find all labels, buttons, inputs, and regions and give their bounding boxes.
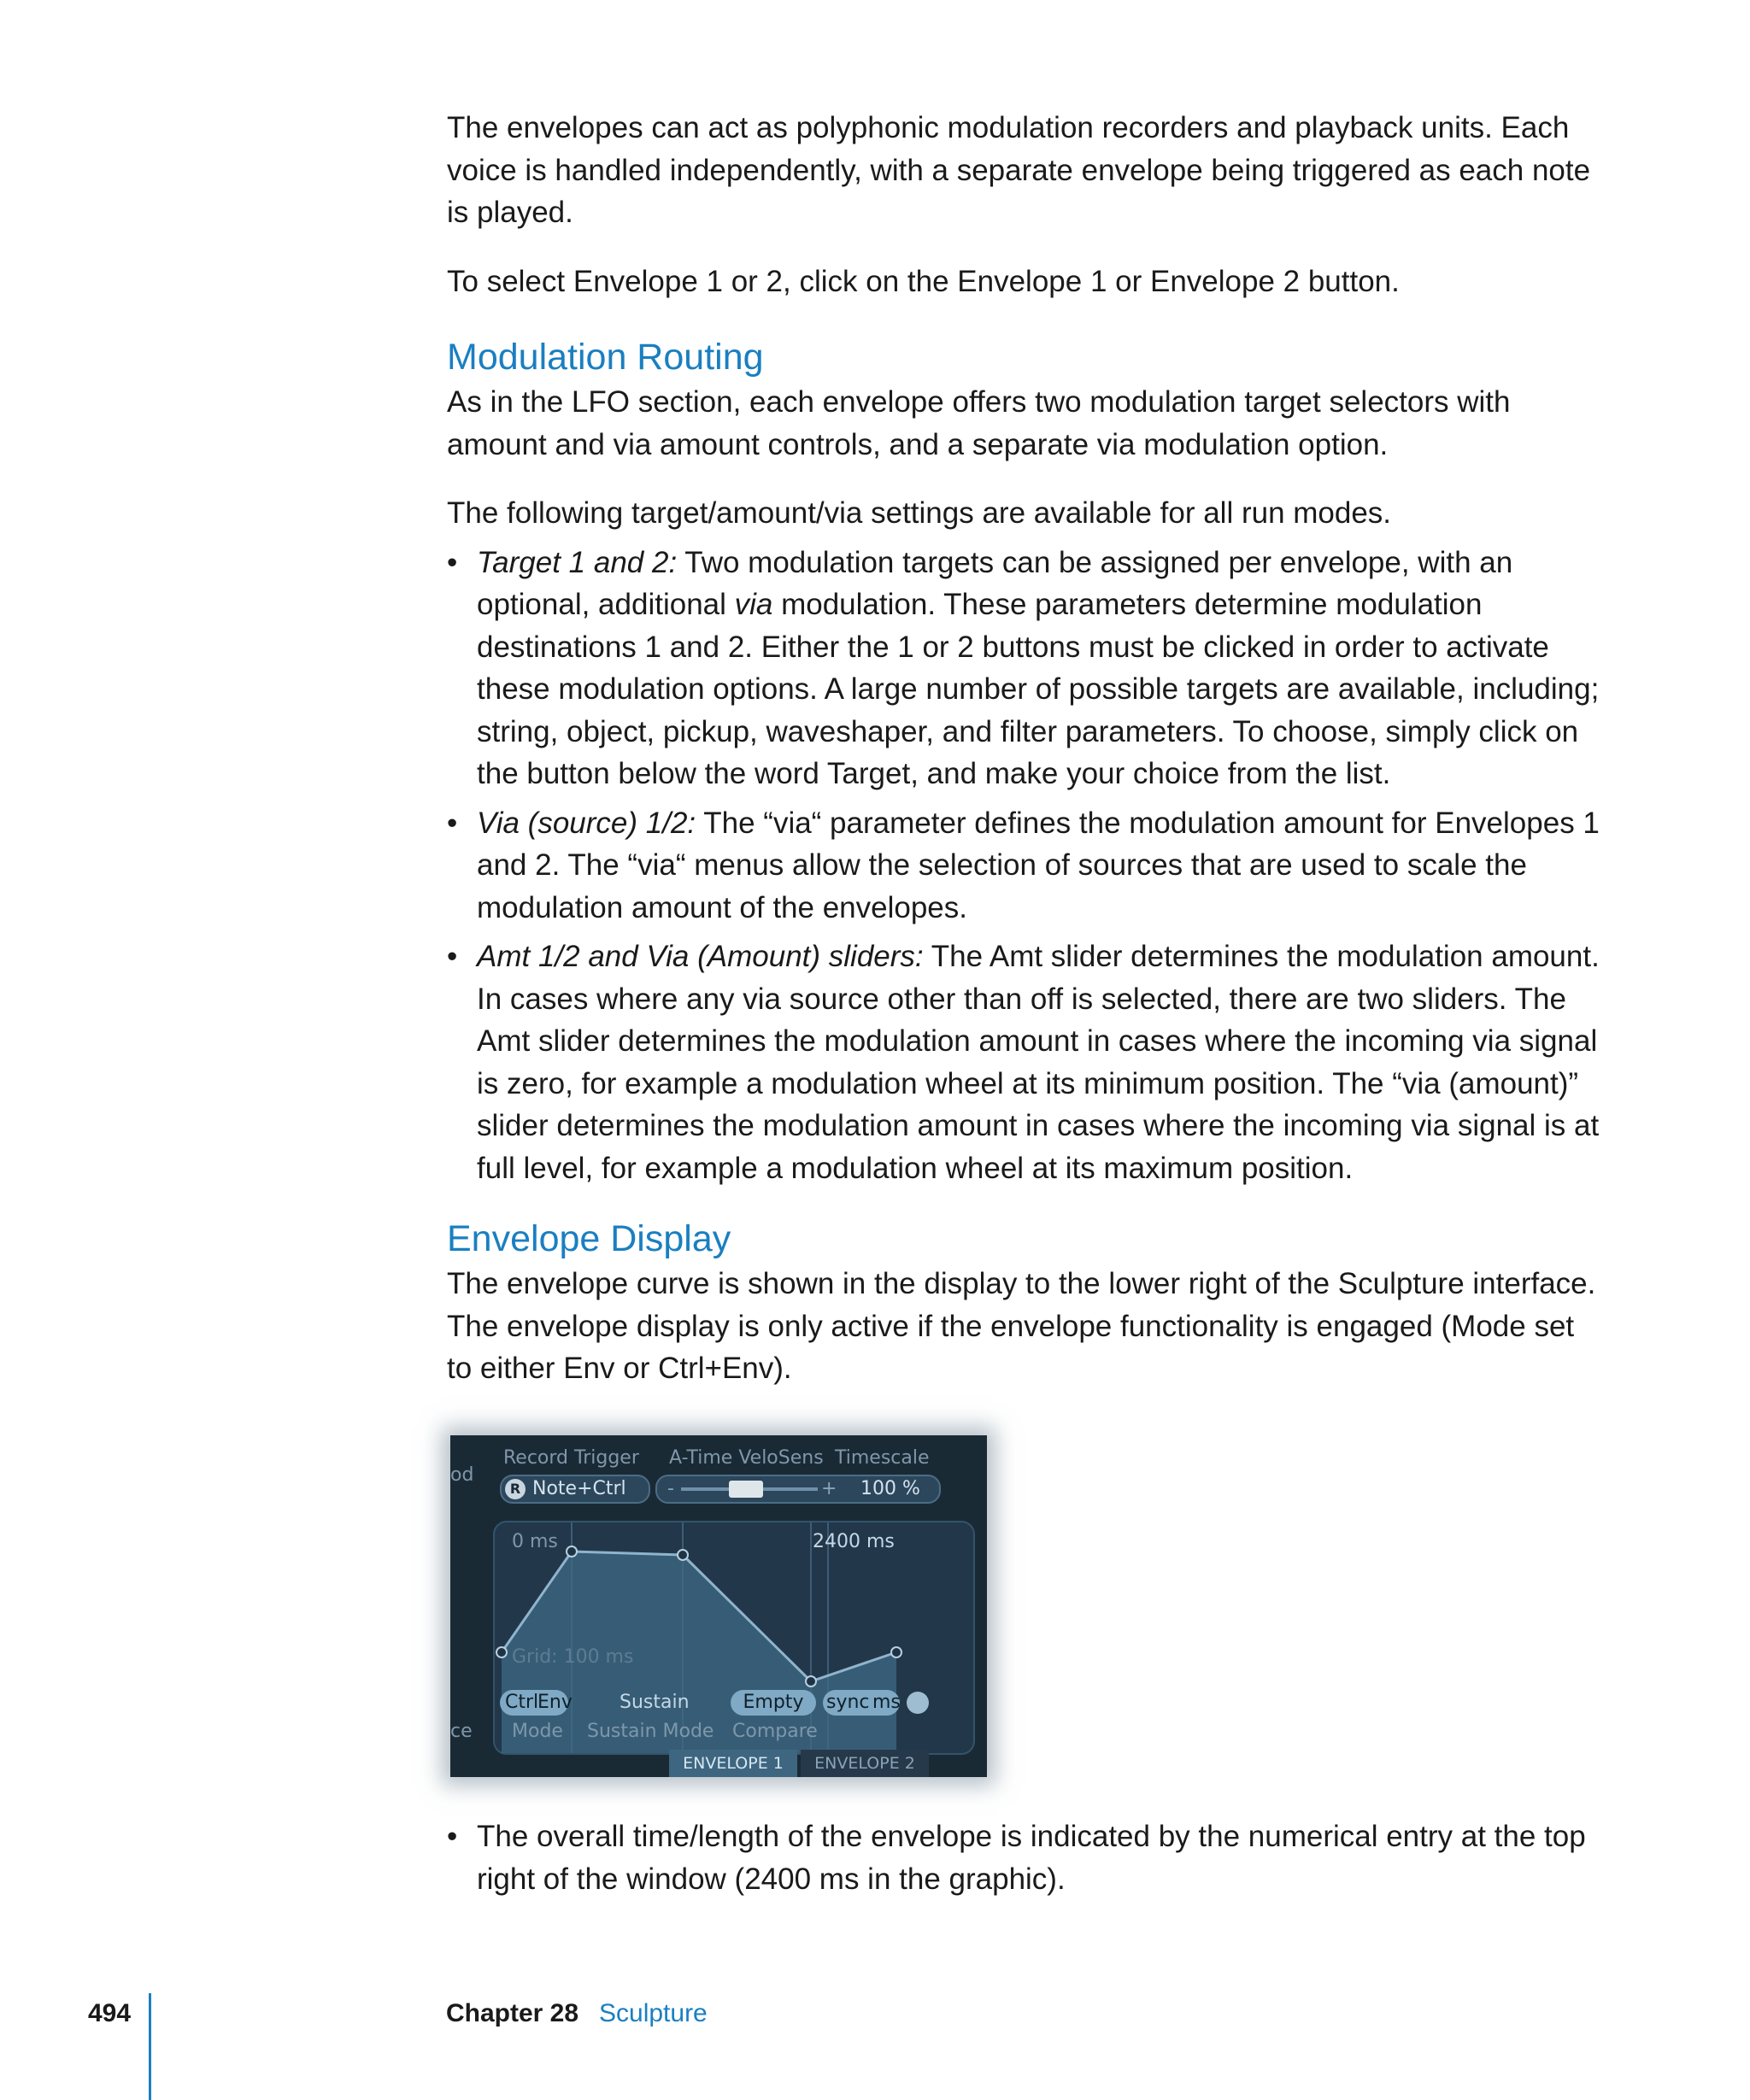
sustain-mode-label: Sustain Mode [587, 1721, 714, 1742]
velosens-slider-thumb[interactable] [729, 1481, 763, 1498]
intro-paragraph-2: To select Envelope 1 or 2, click on the Envelope 1 or Envelope 2 button. [447, 264, 1400, 298]
record-trigger-value: Note+Ctrl [532, 1478, 626, 1499]
ctrl-env-mode-button[interactable] [500, 1690, 573, 1716]
tab-envelope-1[interactable]: ENVELOPE 1 [669, 1750, 797, 1777]
compare-button[interactable]: Empty [731, 1690, 816, 1716]
bullet-via-term: Via (source) 1/2: [477, 806, 696, 840]
envelope-curve [495, 1522, 973, 1753]
slider-plus: + [821, 1478, 837, 1499]
sustain-mode-value[interactable]: Sustain [620, 1692, 690, 1713]
zoom-icon[interactable] [907, 1692, 929, 1714]
env-label: Env [537, 1692, 573, 1713]
velosens-slider-group [655, 1475, 941, 1504]
routing-paragraph-2: The following target/amount/via settings are available for all run modes. [447, 496, 1392, 530]
bullet-amt-text: The Amt slider determines the modulation amount. In cases where any via source other than off is selected, there are two sliders. The Amt slider determines the modulation amount in cases where the incoming via signal is zero, for example a modulation wheel at its minimum position. The “via (amount)” slider determines the modulation amount in cases where the incoming via signal is at full level, for example a modulation wheel at its maximum position. [477, 940, 1600, 1185]
timescale-label: Timescale [835, 1447, 930, 1469]
envelope-display-section [447, 1215, 1600, 1390]
modulation-routing-section [447, 333, 1600, 1189]
modulation-routing-heading: Modulation Routing [447, 337, 764, 378]
display-paragraph-1: The envelope curve is shown in the display to the lower right of the Sculpture interface. The envelope display is only active if the envelope functionality is engaged (Mode set to either Env or Ctrl+Env). [447, 1267, 1596, 1385]
ctrl-label: Ctrl [505, 1692, 539, 1713]
record-trigger-label: Record Trigger [503, 1447, 639, 1469]
chapter-label: Chapter 28 [446, 1999, 579, 2027]
sync-ms-toggle[interactable] [823, 1690, 900, 1716]
record-trigger-selector[interactable] [500, 1475, 650, 1504]
bullet-via-text: The “via“ parameter defines the modulation amount for Envelopes 1 and 2. The “via“ menus allow the selection of sources that are used to scale the modulation amount of the envelopes. [477, 806, 1600, 924]
display-bullet-block [447, 1816, 1600, 1900]
sync-label: sync [826, 1692, 870, 1713]
bullet-target-text-b: modulation. These parameters determine modulation destinations 1 and 2. Either the 1 or 2 buttons must be clicked in order to activate these modulation options. A large number of possible targets are available, including; string, object, pickup, waveshaper, and filter parameters. To choose, simply click on the button below the word Target, and make your choice from the list. [477, 588, 1600, 790]
envelope-graph[interactable] [493, 1521, 975, 1755]
bullet-target-text-a: Two modulation targets can be assigned per envelope, with an optional, additional [477, 545, 1513, 621]
timescale-value[interactable]: 100 % [860, 1478, 920, 1499]
envelope-panel-screenshot [450, 1435, 987, 1777]
footer-divider [149, 1993, 151, 2100]
envelope-display-heading: Envelope Display [447, 1218, 731, 1259]
grid-label: Grid: 100 ms [512, 1646, 634, 1668]
bullet-dot: • [447, 940, 458, 973]
cut-label-bottom: ce [450, 1721, 473, 1742]
bullet-target-term: Target 1 and 2: [477, 545, 678, 579]
intro-paragraph-1: The envelopes can act as polyphonic modulation recorders and playback units. Each voice is handled independently, with a separate envelope being triggered as each note is played. [447, 111, 1591, 229]
cut-label-top: od [450, 1464, 474, 1486]
bullet-dot: • [447, 806, 458, 840]
bullet-amt-term: Amt 1/2 and Via (Amount) sliders: [477, 940, 924, 973]
bullet-overall-time-text: The overall time/length of the envelope is indicated by the numerical entry at the top right of the window (2400 ms in the graphic). [477, 1820, 1586, 1896]
bullet-overall-time [447, 1816, 1600, 1900]
intro-block [447, 107, 1600, 302]
tab-envelope-2[interactable]: ENVELOPE 2 [801, 1750, 929, 1777]
bullet-dot: • [447, 545, 458, 579]
bullet-amt [447, 936, 1600, 1189]
atime-velosens-label: A-Time VeloSens [669, 1447, 824, 1469]
page-number: 494 [88, 1999, 132, 2027]
section-label: Sculpture [599, 1999, 708, 2027]
mode-label: Mode [512, 1721, 563, 1742]
bullet-target [447, 542, 1600, 795]
slider-minus: - [667, 1478, 674, 1499]
compare-label: Compare [732, 1721, 818, 1742]
routing-paragraph-1: As in the LFO section, each envelope offers two modulation target selectors with amount and via amount controls, and a separate via modulation option. [447, 385, 1511, 461]
start-time-label: 0 ms [512, 1531, 558, 1552]
ms-label: ms [872, 1692, 901, 1713]
end-time-label[interactable]: 2400 ms [813, 1531, 895, 1552]
bullet-dot: • [447, 1820, 458, 1853]
bullet-target-em: via [734, 588, 773, 621]
record-button[interactable]: R [505, 1479, 526, 1499]
bullet-via [447, 802, 1600, 930]
